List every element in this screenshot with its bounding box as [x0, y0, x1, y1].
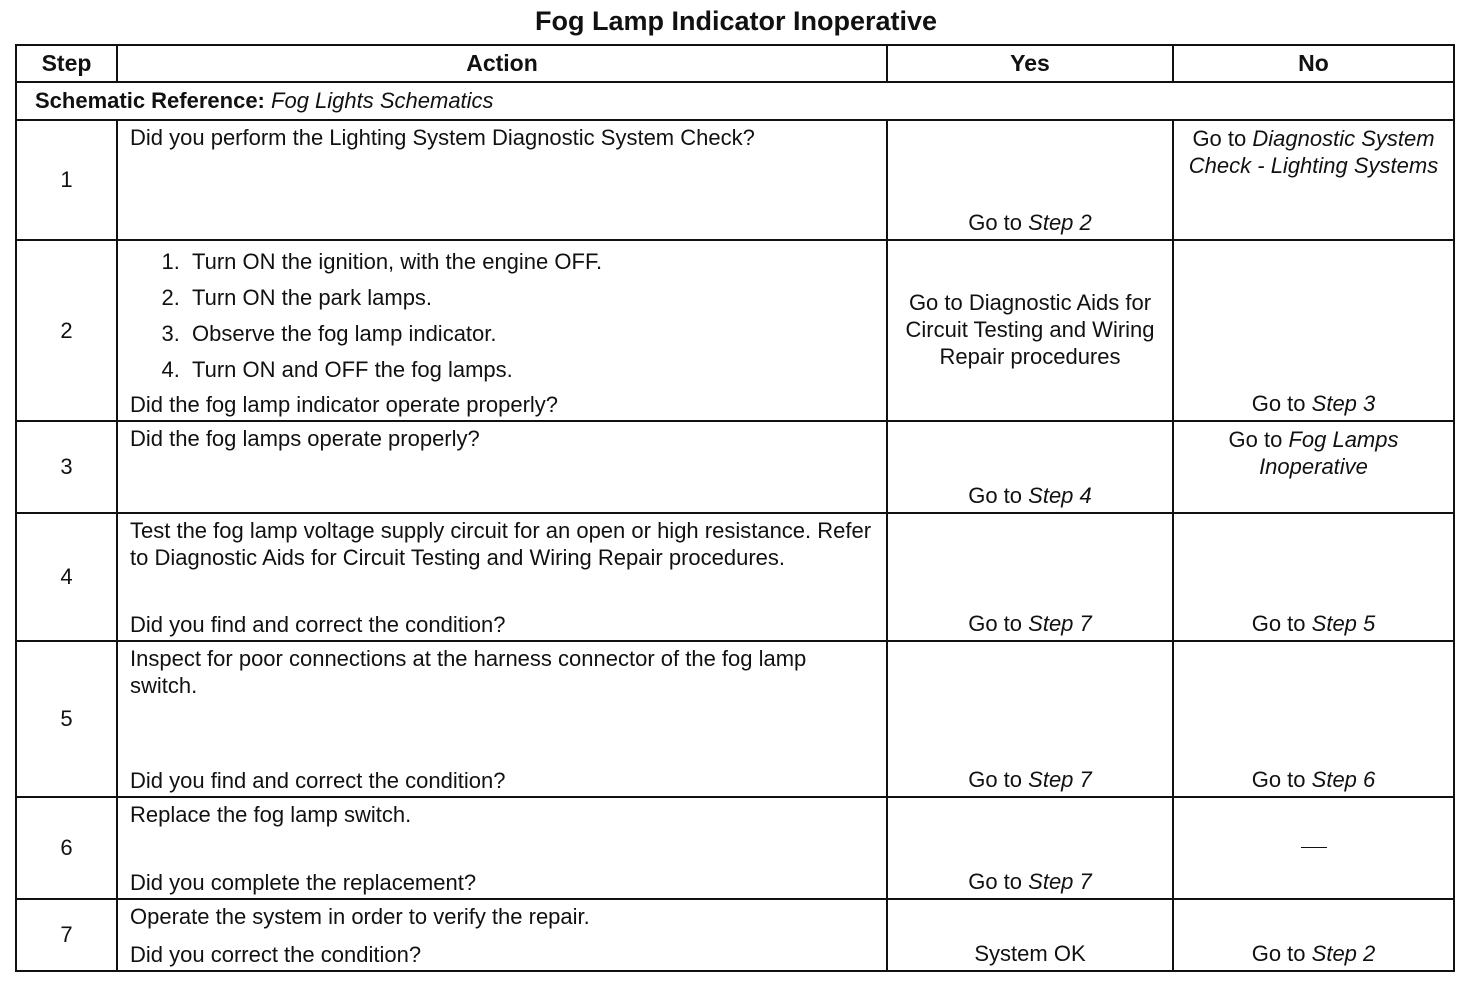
go-to-text: Go to: [968, 767, 1023, 792]
question-text: Did the fog lamps operate properly?: [130, 426, 480, 451]
step-number: 6: [16, 797, 117, 899]
schematic-reference-label: Schematic Reference:: [35, 88, 265, 113]
schematic-reference-row: [16, 82, 1454, 120]
question-text: Did you perform the Lighting System Diagnostic System Check?: [130, 125, 755, 150]
diagnostic-aids-link[interactable]: Go to Diagnostic Aids for Circuit Testing and Wiring Repair procedures: [905, 289, 1155, 369]
go-to-text: Go to: [968, 483, 1023, 508]
go-to-text: Go to: [1192, 126, 1247, 151]
go-to-text: Go to: [1251, 391, 1306, 416]
step-link[interactable]: Step 3: [1311, 391, 1376, 416]
go-to-text: Go to: [1228, 427, 1283, 452]
table-row-step-4: [16, 513, 1454, 641]
diagnostic-table: [15, 44, 1455, 972]
step-link[interactable]: Step 5: [1311, 611, 1376, 636]
schematic-reference: [16, 82, 1454, 120]
go-to-text: Go to: [1251, 611, 1306, 636]
yes-cell: [887, 641, 1173, 797]
yes-cell: [887, 513, 1173, 641]
table-row-step-7: [16, 899, 1454, 971]
question-text: Did you correct the condition?: [130, 942, 422, 967]
diagnostic-check-link[interactable]: Diagnostic System Check - Lighting Systems: [1188, 126, 1439, 178]
system-ok-text: System OK: [974, 941, 1086, 966]
question-text: Did you complete the replacement?: [130, 870, 477, 895]
step-link[interactable]: Step 7: [1028, 611, 1092, 636]
step-link[interactable]: Step 2: [1028, 210, 1092, 235]
go-to-text: Go to: [968, 869, 1023, 894]
dash-mark: [1301, 847, 1327, 848]
header-action: Action: [117, 45, 887, 82]
action-steps-list: [130, 244, 876, 388]
table-row-step-6: [16, 797, 1454, 899]
list-item: 4. Turn ON and OFF the fog lamps.: [186, 352, 876, 388]
go-to-text: Go to: [1251, 767, 1306, 792]
action-cell: [117, 797, 887, 899]
yes-cell: [887, 120, 1173, 240]
step-link[interactable]: Step 7: [1028, 767, 1092, 792]
yes-cell: [887, 797, 1173, 899]
step-link[interactable]: Step 7: [1028, 869, 1092, 894]
no-cell: [1173, 641, 1454, 797]
step-link[interactable]: Step 6: [1311, 767, 1376, 792]
no-cell: [1173, 513, 1454, 641]
step-number: 2: [16, 240, 117, 421]
yes-cell: [887, 899, 1173, 971]
action-cell: [117, 120, 887, 240]
question-text: Did you find and correct the condition?: [130, 612, 506, 637]
action-cell: [117, 421, 887, 513]
step-number: 5: [16, 641, 117, 797]
action-text: Test the fog lamp voltage supply circuit for an open or high resistance. Refer to Diagnostic Aids for Circuit Testing and Wiring Repair procedures.: [130, 518, 872, 570]
step-link[interactable]: Step 2: [1311, 941, 1376, 966]
schematic-reference-link[interactable]: Fog Lights Schematics: [271, 88, 494, 113]
question-text: Did you find and correct the condition?: [130, 768, 506, 793]
header-row: [16, 45, 1454, 82]
step-number: 1: [16, 120, 117, 240]
action-cell: [117, 240, 887, 421]
go-to-text: Go to: [968, 611, 1023, 636]
no-cell: [1173, 240, 1454, 421]
action-cell: [117, 513, 887, 641]
fog-lamps-inoperative-link[interactable]: Fog Lamps Inoperative: [1259, 427, 1399, 479]
list-item: 2. Turn ON the park lamps.: [186, 280, 876, 316]
no-cell: [1173, 899, 1454, 971]
table-row-step-1: [16, 120, 1454, 240]
header-yes: Yes: [887, 45, 1173, 82]
action-cell: [117, 641, 887, 797]
header-no: No: [1173, 45, 1454, 82]
action-text: Operate the system in order to verify the repair.: [130, 904, 590, 929]
header-step: Step: [16, 45, 117, 82]
no-cell: [1173, 797, 1454, 899]
yes-cell: [887, 421, 1173, 513]
question-text: Did the fog lamp indicator operate properly?: [130, 392, 559, 417]
action-text: Replace the fog lamp switch.: [130, 802, 412, 827]
list-item: 3. Observe the fog lamp indicator.: [186, 316, 876, 352]
step-number: 3: [16, 421, 117, 513]
go-to-text: Go to: [968, 210, 1023, 235]
go-to-text: Go to: [1251, 941, 1306, 966]
table-row-step-2: [16, 240, 1454, 421]
list-item: 1. Turn ON the ignition, with the engine OFF.: [186, 244, 876, 280]
no-cell: [1173, 421, 1454, 513]
step-number: 4: [16, 513, 117, 641]
page-title: Fog Lamp Indicator Inoperative: [534, 6, 938, 36]
table-row-step-5: [16, 641, 1454, 797]
action-cell: [117, 899, 887, 971]
step-number: 7: [16, 899, 117, 971]
step-link[interactable]: Step 4: [1028, 483, 1092, 508]
yes-cell: [887, 240, 1173, 421]
no-cell: [1173, 120, 1454, 240]
table-row-step-3: [16, 421, 1454, 513]
action-text: Inspect for poor connections at the harness connector of the fog lamp switch.: [130, 646, 807, 698]
